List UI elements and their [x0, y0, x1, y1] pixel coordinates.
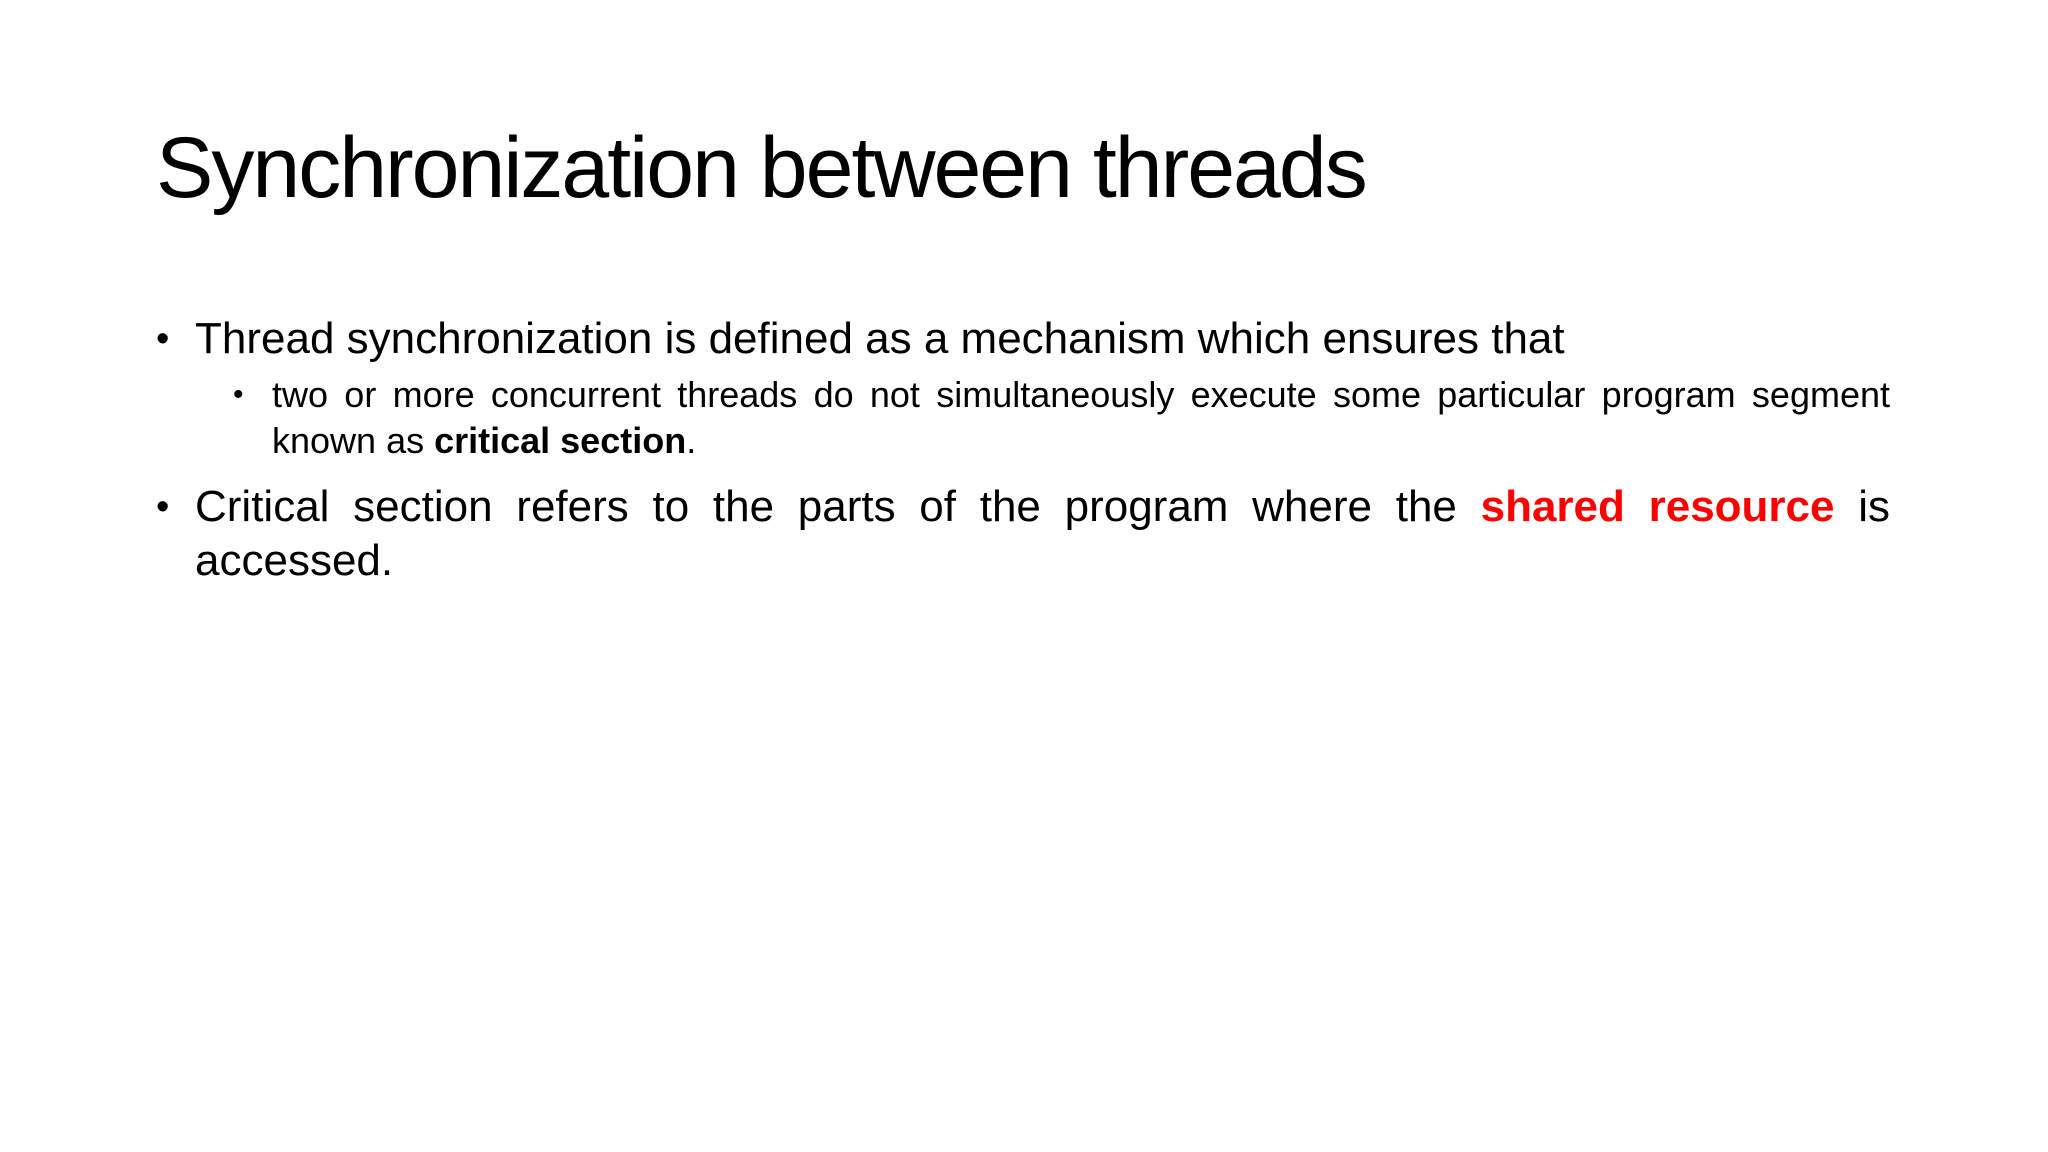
bullet-item: [156, 312, 1890, 366]
slide-title: Synchronization between threads: [156, 120, 1366, 216]
sub-bullet-item: [233, 372, 1890, 464]
bullet-text-before: Critical section refers to the parts of the program where the: [195, 482, 1481, 531]
bullet-glyph: •: [156, 318, 170, 360]
sub-bullet-text: [272, 372, 1890, 464]
bullet-glyph: •: [233, 378, 244, 411]
shared-resource-highlight: shared resource: [1480, 482, 1835, 531]
critical-section-term: critical section: [434, 420, 687, 461]
sub-bullet-text-before: two or more concurrent threads do not simultaneously execute some particular program segment known as: [272, 374, 1890, 461]
sub-bullet-text-after: .: [686, 420, 697, 461]
bullet-text: Thread synchronization is defined as a mechanism which ensures that: [195, 314, 1565, 363]
bullet-glyph: •: [156, 486, 170, 528]
bullet-item: [156, 480, 1890, 588]
slide-content: [156, 312, 1890, 588]
bullet-text: [195, 480, 1890, 588]
bullet-text-after: is accessed.: [195, 482, 1890, 585]
